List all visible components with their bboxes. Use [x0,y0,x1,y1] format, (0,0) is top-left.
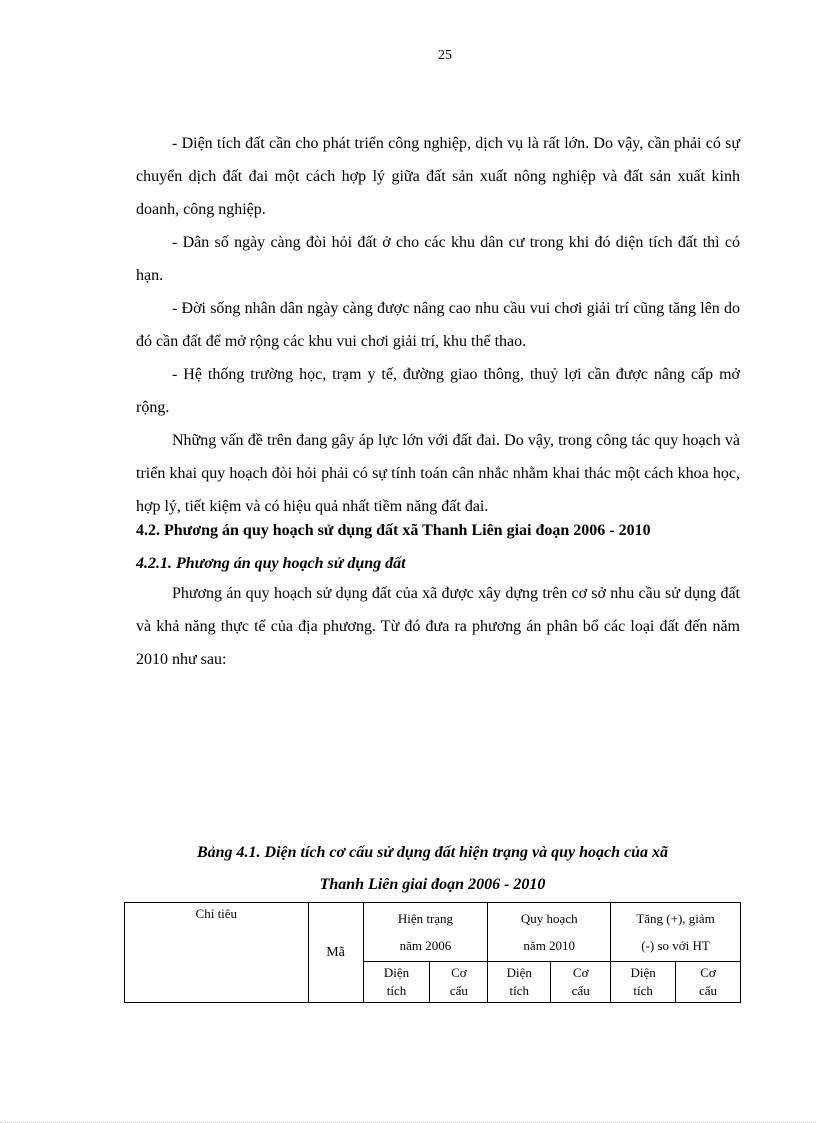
sub-header-text: tích [633,983,653,998]
sub-header-structure [551,962,611,1003]
sub-header-text: Cơ [700,965,716,980]
header-change-line-1: Tăng (+), giảm [636,911,715,926]
sub-header-text: tích [509,983,530,998]
sub-header-area [363,962,430,1003]
intro-paragraphs [136,127,740,523]
sub-header-text: Diện [383,965,410,980]
header-indicator: Chỉ tiêu [125,903,309,1003]
land-use-table [124,902,741,1003]
section-paragraph [136,577,740,676]
header-current [363,903,488,962]
sub-header-structure [676,962,741,1003]
sub-header-structure [430,962,488,1003]
sub-header-text: cấu [571,983,590,998]
sub-header-text: Diện [630,965,656,980]
table-caption-line-2: Thanh Liên giai đoạn 2006 - 2010 [319,876,546,893]
section-heading-4-2: 4.2. Phương án quy hoạch sử dụng đất xã Thanh Liên giai đoạn 2006 - 2010 [136,522,651,539]
header-plan-line-2: năm 2010 [523,938,576,953]
sub-header-text: cấu [449,983,468,998]
page-number: 25 [438,48,452,63]
section-heading-4-2-1: 4.2.1. Phương án quy hoạch sử dụng đất [136,555,406,572]
sub-header-text: Cơ [451,965,467,980]
header-change-line-2: (-) so với HT [641,938,710,953]
sub-header-text: Diện [506,965,532,980]
sub-header-text: Cơ [572,965,589,980]
paragraph: - Dân số ngày càng đòi hỏi đất ở cho các khu dân cư trong khi đó diện tích đất thì có hạn. [136,234,740,284]
paragraph: - Đời sống nhân dân ngày càng được nâng cao nhu cầu vui chơi giải trí cũng tăng lên do đó cần đất để mở rộng các khu vui chơi giải trí, khu thể thao. [136,300,740,350]
header-code: Mã [308,903,363,1003]
sub-header-text: tích [386,983,407,998]
sub-header-area [611,962,676,1003]
paragraph: Phương án quy hoạch sử dụng đất của xã được xây dựng trên cơ sở nhu cầu sử dụng đất và khả năng thực tế của địa phương. Từ đó đưa ra phương án phân bổ các loại đất đến năm 2010 như sau: [136,585,740,668]
paragraph: - Hệ thống trường học, trạm y tế, đường giao thông, thuỷ lợi cần được nâng cấp mở rộng. [136,366,740,416]
paragraph: Những vấn đề trên đang gây áp lực lớn với đất đai. Do vậy, trong công tác quy hoạch và triển khai quy hoạch đòi hỏi phải có sự tính toán cân nhắc nhằm khai thác một cách khoa học, hợp lý, tiết kiệm và có hiệu quả nhất tiềm năng đất đai. [136,432,740,515]
table-caption-line-1: Bảng 4.1. Diện tích cơ cấu sử dụng đất hiện trạng và quy hoạch của xã [196,844,669,861]
header-change [611,903,741,962]
header-current-line-2: năm 2006 [399,938,452,953]
header-current-line-1: Hiện trạng [397,911,454,926]
sub-header-area [488,962,551,1003]
sub-header-text: cấu [699,983,718,998]
paragraph: - Diện tích đất cần cho phát triển công nghiệp, dịch vụ là rất lớn. Do vậy, cần phải có sự chuyển dịch đất đai một cách hợp lý giữa đất sản xuất nông nghiệp và đất sản xuất kinh doanh, công nghiệp. [136,135,740,218]
header-plan [488,903,611,962]
header-plan-line-1: Quy hoạch [520,911,578,926]
